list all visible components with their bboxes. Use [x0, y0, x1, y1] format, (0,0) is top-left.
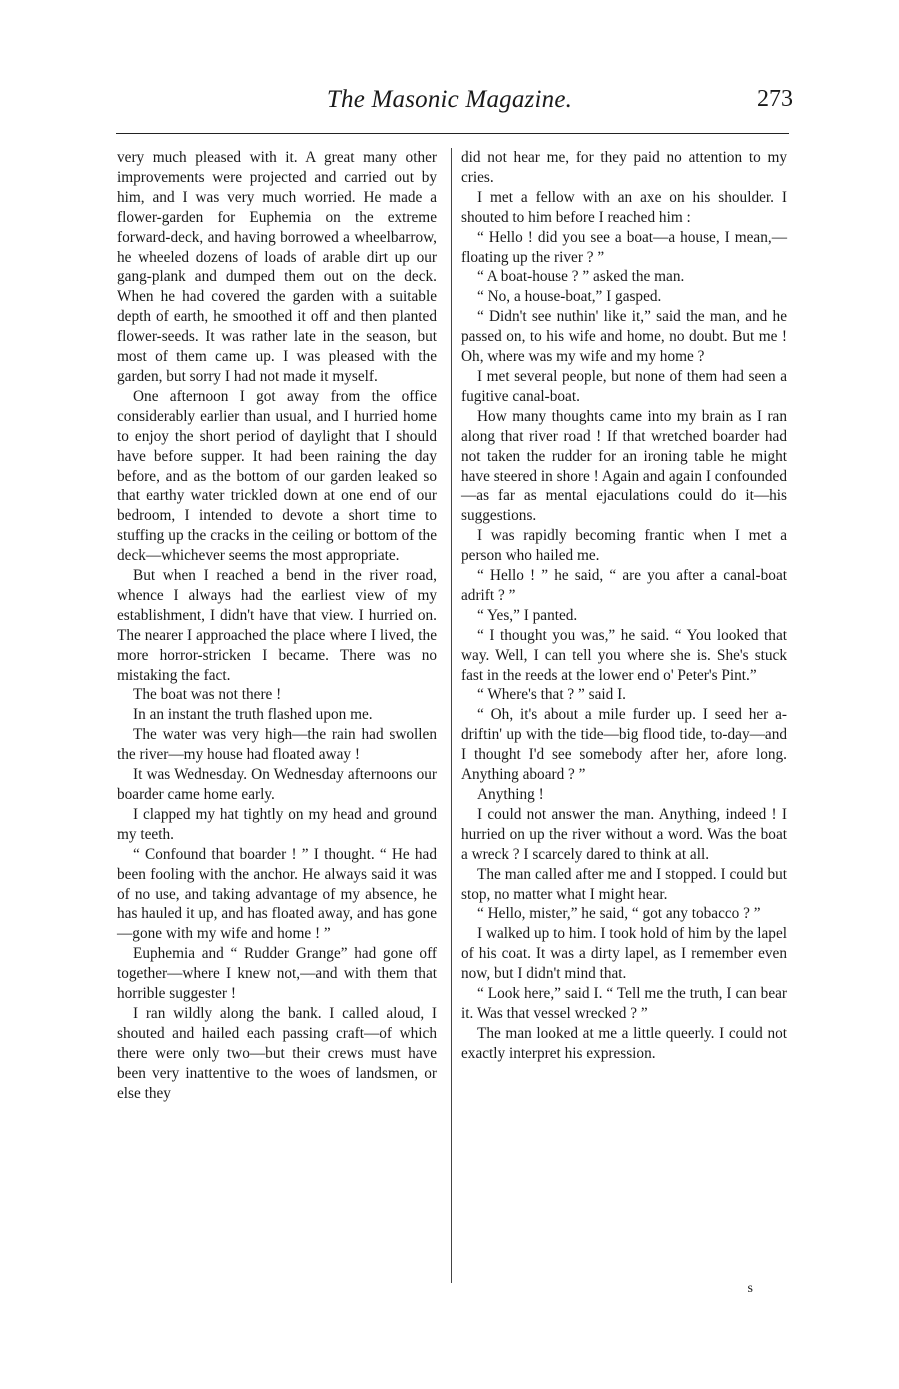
paragraph: I was rapidly becoming frantic when I met a person who hailed me. [461, 527, 787, 565]
paragraph: Euphemia and “ Rudder Grange” had gone off together—where I knew not,—and with them that horrible suggester ! [117, 945, 437, 1003]
paragraph: “ A boat-house ? ” asked the man. [477, 268, 685, 286]
paragraph: But when I reached a bend in the river road, whence I always had the earliest view of my establishment, I didn't have that view. I hurried on. The nearer I approached the place where I lived, the more horror-stricken I became. There was no mistaking the fact. [117, 567, 437, 684]
paragraph: “ Confound that boarder ! ” I thought. “ He had been fooling with the anchor. He always said it was of no use, and taking advantage of my absence, he has hauled it up, and has floated away, and has gone—gone with my wife and home ! ” [117, 845, 437, 943]
header-rule [116, 133, 789, 134]
page-number: 273 [757, 86, 793, 112]
paragraph: One afternoon I got away from the office considerably earlier than usual, and I hurried home to enjoy the short period of daylight that I should have before supper. It had been raining the day before, and as the bottom of our garden leaked so that earthy water trickled down at one end of our bedroom, I intended to devote a short time to stuffing up the cracks in the ceiling or bottom of the deck—whichever seems the most appropriate. [117, 387, 437, 565]
paragraph: “ Yes,” I panted. [477, 606, 578, 624]
paragraph: The man called after me and I stopped. I could but stop, no matter what I might hear. [461, 865, 787, 903]
paragraph: “ Look here,” said I. “ Tell me the truth, I can bear it. Was that vessel wrecked ? ” [461, 985, 787, 1022]
paragraph: I could not answer the man. Anything, indeed ! I hurried on up the river without a word. Was the boat a wreck ? I scarcely dared to think at all. [461, 805, 787, 863]
paragraph: “ Where's that ? ” said I. [477, 686, 627, 704]
paragraph: “ Hello ! did you see a boat—a house, I mean,—floating up the river ? ” [461, 228, 787, 266]
paragraph: “ Oh, it's about a mile furder up. I seed her a-driftin' up with the tide—big flood tide, to-day—and I thought I'd see somebody after her, afore long. Anything aboard ? ” [461, 706, 787, 784]
paragraph: In an instant the truth flashed upon me. [133, 706, 373, 724]
paragraph: very much pleased with it. A great many other improvements were projected and carried out by him, and I was very much worried. He made a flower-garden for Euphemia on the extreme forward-deck, and having borrowed a wheelbarrow, he wheeled dozens of loads of arable dirt up our gang-plank and dumped them out on the deck. When he had covered the garden with a suitable depth of earth, he smoothed it off and then planted flower-seeds. It was rather late in the season, but most of them came up. I was pleased with the garden, but sorry I had not made it myself. [117, 149, 437, 385]
paragraph: “ No, a house-boat,” I gasped. [477, 288, 662, 306]
column-divider [451, 148, 452, 1283]
paragraph: Anything ! [477, 786, 544, 803]
paragraph: did not hear me, for they paid no attention to my cries. [461, 149, 787, 186]
paragraph: How many thoughts came into my brain as I ran along that river road ! If that wretched boarder had not taken the rudder for an ironing table he might have steered in shore ! Again and again I confounded—as far as mental ejaculations could do it—his suggestions. [461, 407, 787, 525]
paragraph: The water was very high—the rain had swollen the river—my house had floated away ! [117, 726, 437, 764]
running-title: The Masonic Magazine. [326, 86, 573, 113]
paragraph: “ Hello ! ” he said, “ are you after a canal-boat adrift ? ” [461, 567, 787, 604]
paragraph: I met a fellow with an axe on his shoulder. I shouted to him before I reached him : [461, 188, 787, 226]
right-column [461, 148, 787, 1064]
paragraph: “ Didn't see nuthin' like it,” said the man, and he passed on, to his wife and home, no doubt. But me ! Oh, where was my wife and my home ? [461, 308, 787, 366]
signature-mark: s [747, 1281, 753, 1296]
paragraph: I met several people, but none of them had seen a fugitive canal-boat. [461, 367, 787, 405]
paragraph: “ Hello, mister,” he said, “ got any tobacco ? ” [477, 905, 761, 923]
page-header [0, 84, 899, 124]
paragraph: The man looked at me a little queerly. I could not exactly interpret his expression. [461, 1024, 787, 1062]
paragraph: I clapped my hat tightly on my head and ground my teeth. [117, 805, 437, 843]
paragraph: I walked up to him. I took hold of him by the lapel of his coat. It was a dirty lapel, as I remember even now, but I didn't mind that. [461, 925, 787, 983]
paragraph: “ I thought you was,” he said. “ You looked that way. Well, I can tell you where she is. She's stuck fast in the reeds at the lower end o' Peter's Pint.” [461, 626, 787, 684]
left-column [117, 148, 437, 1104]
paragraph: It was Wednesday. On Wednesday afternoons our boarder came home early. [117, 766, 437, 803]
paragraph: The boat was not there ! [133, 686, 282, 704]
paragraph: I ran wildly along the bank. I called aloud, I shouted and hailed each passing craft—of which there were only two—but their crews must have been very inattentive to the woes of landsmen, or else they [117, 1004, 437, 1102]
